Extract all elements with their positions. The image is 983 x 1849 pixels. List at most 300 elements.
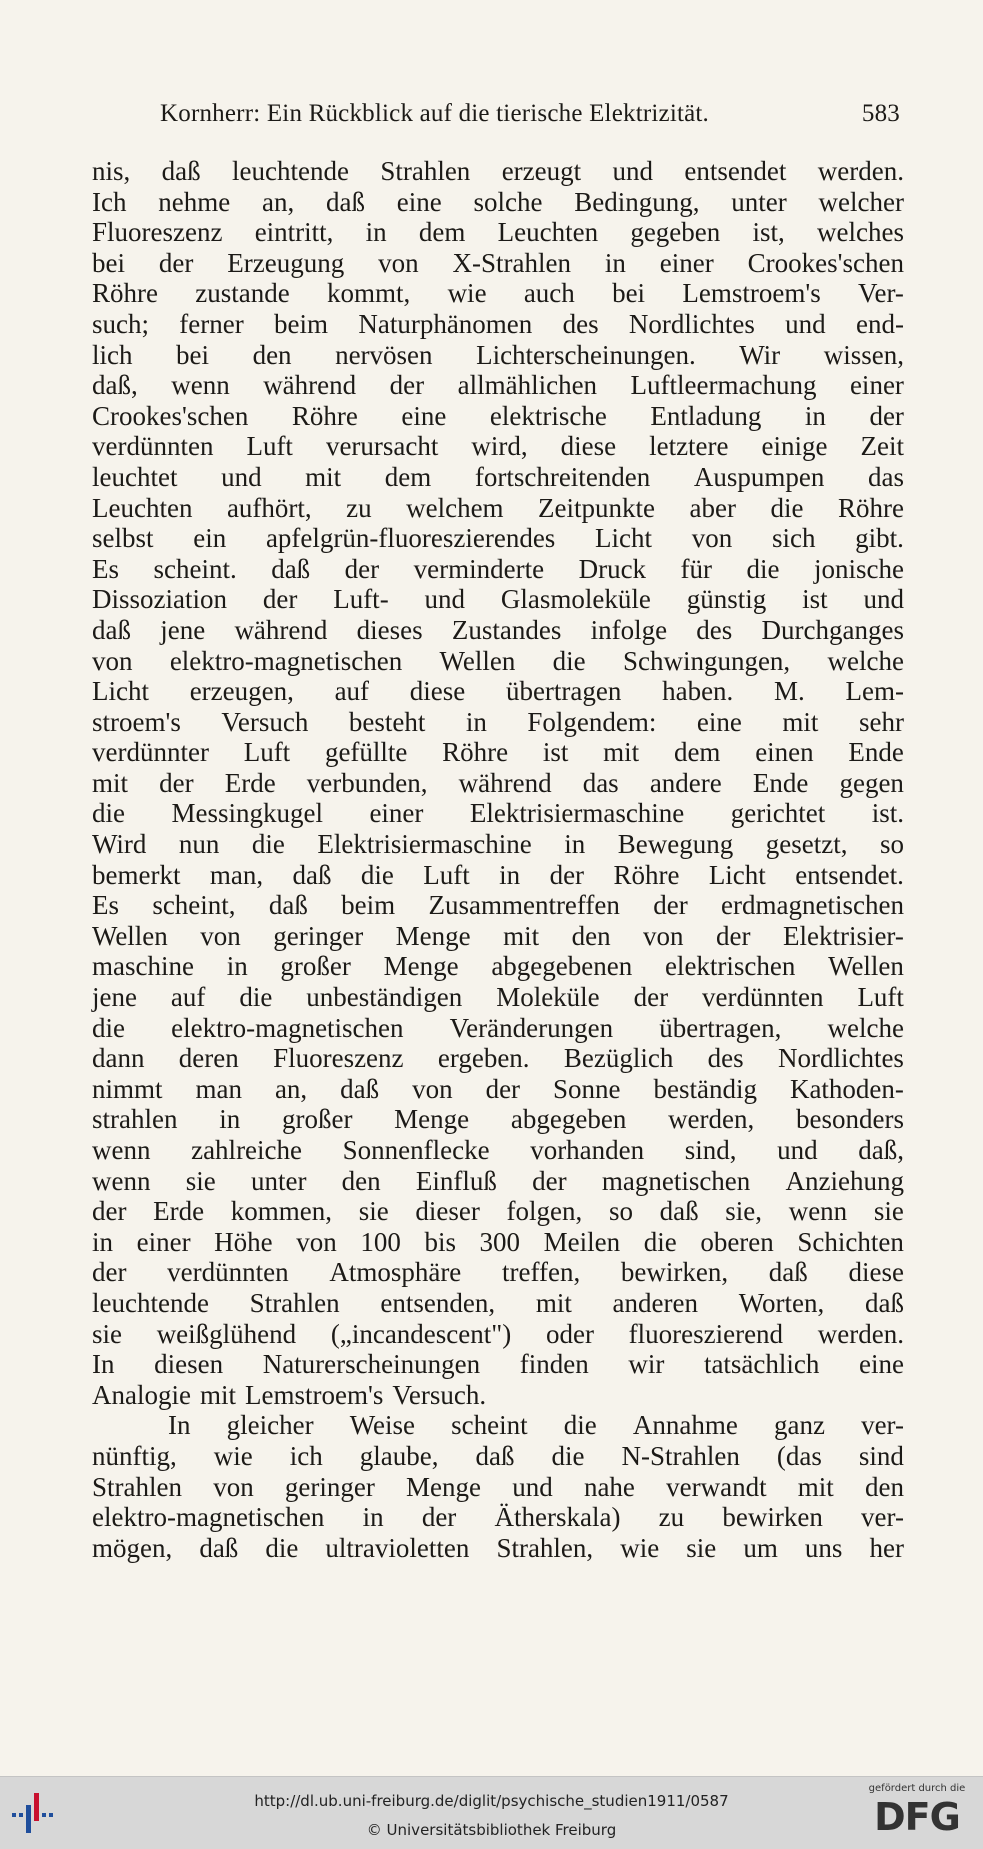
word: entsendet. — [795, 859, 904, 890]
word: Bezüglich — [563, 1043, 674, 1074]
word: Nordlichtes — [628, 308, 755, 339]
word: so — [608, 1196, 633, 1227]
word: Strahlen — [249, 1287, 340, 1318]
word: mit — [305, 461, 342, 492]
word: verdünnter — [92, 737, 209, 768]
word: glaube, — [359, 1440, 439, 1471]
word: die — [643, 1226, 677, 1257]
word: Es — [92, 890, 119, 921]
word: verbunden, — [306, 767, 428, 798]
word: Luft — [246, 431, 293, 462]
word: wie — [447, 278, 487, 309]
word: zustande — [195, 278, 290, 309]
word: bei — [176, 339, 210, 370]
word: stroem's — [92, 706, 181, 737]
word: welche — [827, 645, 904, 676]
word: nünftig, — [92, 1440, 177, 1471]
word: einen — [755, 737, 814, 768]
word: abgegeben — [510, 1104, 627, 1135]
word: gegeben — [630, 217, 721, 248]
word: Annahme — [632, 1410, 738, 1441]
word: Röhre — [442, 737, 509, 768]
text-line — [92, 982, 904, 1013]
word: gefüllte — [324, 737, 408, 768]
word: übertragen, — [659, 1012, 782, 1043]
word: auf — [170, 982, 206, 1013]
word: Fluoreszenz — [92, 217, 223, 248]
word: den — [865, 1471, 904, 1502]
text-line — [92, 431, 904, 462]
word: die — [746, 553, 780, 584]
word: daß — [92, 614, 131, 645]
word: Licht — [92, 676, 149, 707]
word: Glasmoleküle — [500, 584, 651, 615]
word: ist — [542, 737, 569, 768]
word: welcher — [818, 186, 904, 217]
word: Bedingung, — [574, 186, 700, 217]
word: dann — [92, 1043, 145, 1074]
word: jonische — [814, 553, 904, 584]
word: Luft- — [333, 584, 389, 615]
word: Druck — [578, 553, 647, 584]
word: ich — [289, 1440, 323, 1471]
word: Auspumpen — [693, 461, 825, 492]
word: treffen, — [501, 1257, 581, 1288]
word: finden — [519, 1349, 589, 1380]
copyright-notice: © Universitätsbibliothek Freiburg — [366, 1821, 617, 1839]
word: in — [362, 1502, 384, 1533]
word: daß — [768, 1257, 808, 1288]
word: leuchtet — [92, 461, 178, 492]
word: Zusammentreffen — [428, 890, 620, 921]
word: übertragen — [505, 676, 622, 707]
word: Wellen — [439, 645, 516, 676]
text-line — [92, 1380, 904, 1411]
word: ultravioletten — [325, 1532, 470, 1563]
text-line — [92, 1349, 904, 1380]
text-line — [92, 493, 904, 524]
text-line — [92, 890, 904, 921]
word: Crookes'schen — [747, 247, 904, 278]
word: Worten, — [738, 1287, 825, 1318]
word: großer — [281, 1104, 353, 1135]
text-line — [92, 1257, 904, 1288]
word: Anziehung — [785, 1165, 904, 1196]
word: mit — [503, 920, 540, 951]
word: der — [532, 1165, 567, 1196]
word: In — [168, 1410, 191, 1441]
word: dieser — [415, 1196, 480, 1227]
word: fortschreitenden — [474, 461, 651, 492]
word: wird, — [471, 431, 528, 462]
word: des — [696, 614, 733, 645]
word: daß, — [92, 370, 138, 401]
word: verdünnten — [92, 431, 214, 462]
text-line — [92, 278, 904, 309]
text-line — [92, 1410, 904, 1441]
word: einer — [659, 247, 714, 278]
word: für — [680, 553, 713, 584]
word: und — [785, 308, 826, 339]
word: geringer — [273, 920, 364, 951]
word: elektrischen — [664, 951, 796, 982]
word: in — [804, 400, 826, 431]
word: Wellen — [828, 951, 904, 982]
word: besteht — [348, 706, 426, 737]
word: scheint, — [152, 890, 236, 921]
viewer-footer — [0, 1776, 983, 1849]
word: Naturphänomen — [358, 308, 533, 339]
text-line — [92, 1502, 904, 1533]
word: die — [92, 1012, 125, 1043]
word: welches — [817, 217, 904, 248]
word: wenn — [92, 1165, 151, 1196]
word: Kathoden- — [789, 1073, 904, 1104]
word: der — [344, 553, 380, 584]
word: sich — [771, 523, 816, 554]
word: der — [92, 1196, 127, 1227]
word: M. — [774, 676, 805, 707]
word: vorhanden — [530, 1135, 645, 1165]
word: lich — [92, 339, 133, 370]
word: welchem — [406, 492, 504, 523]
word: uns — [804, 1532, 843, 1563]
word: man — [195, 1073, 242, 1104]
word: der — [549, 859, 585, 890]
text-line — [92, 584, 904, 615]
word: oberen — [700, 1226, 774, 1257]
word: allmählichen — [457, 370, 598, 401]
word: eine — [396, 186, 442, 217]
word: gibt. — [855, 523, 904, 554]
word: in — [465, 706, 487, 737]
word: Schwingungen, — [622, 645, 791, 676]
word: sie, — [725, 1196, 763, 1227]
word: werden. — [817, 1318, 904, 1349]
word: ist, — [752, 217, 785, 248]
word: bis — [424, 1226, 456, 1257]
page-url[interactable]: http://dl.ub.uni-freiburg.de/diglit/psychische_studien1911/0587 — [254, 1792, 729, 1810]
text-line — [92, 187, 904, 218]
word: Menge — [406, 1471, 482, 1502]
word: Durchganges — [761, 614, 904, 645]
word: nis, — [92, 156, 131, 186]
word: so — [879, 829, 904, 860]
word: aber — [689, 492, 736, 523]
text-line — [92, 523, 904, 554]
word: den — [571, 920, 611, 951]
word: der — [158, 247, 194, 278]
word: mit — [92, 767, 129, 798]
word: kommen, — [230, 1196, 333, 1227]
word: Weise — [349, 1410, 416, 1441]
word: Menge — [394, 1104, 470, 1135]
word: und — [221, 461, 262, 492]
word: selbst — [92, 523, 154, 554]
word: wenn — [92, 1135, 151, 1165]
word: mit — [797, 1471, 834, 1502]
word: Ende — [752, 767, 809, 798]
word: magnetischen — [601, 1165, 751, 1196]
word: unbeständigen — [306, 982, 463, 1013]
word: nehme — [158, 186, 231, 217]
page-number: 583 — [861, 100, 900, 127]
word: sie — [873, 1196, 904, 1227]
word: X-Strahlen — [452, 247, 571, 278]
word: von — [691, 523, 733, 554]
word: eine — [859, 1349, 904, 1380]
word: Fluoreszenz — [273, 1043, 404, 1074]
word: die — [239, 982, 273, 1013]
word: Lem- — [845, 676, 904, 707]
text-line — [92, 1043, 904, 1074]
word: nahe — [583, 1471, 635, 1502]
word: die — [265, 1532, 299, 1563]
word: einige — [761, 431, 828, 462]
word: sie — [358, 1196, 389, 1227]
word: ein — [193, 523, 227, 554]
word: großer — [280, 951, 351, 982]
word: deren — [178, 1043, 239, 1074]
word: maschine — [92, 951, 194, 982]
word: die — [92, 798, 125, 829]
word: Erde — [153, 1196, 205, 1227]
word: Moleküle — [496, 982, 600, 1013]
word: Strahlen — [380, 156, 471, 186]
word: ergeben. — [437, 1043, 530, 1074]
text-line — [92, 370, 904, 401]
word: bemerkt — [92, 859, 181, 890]
word: ver- — [861, 1410, 904, 1441]
word: oder — [545, 1318, 594, 1349]
word: während — [458, 767, 552, 798]
text-line — [92, 401, 904, 432]
word: folgen, — [506, 1196, 583, 1227]
text-line — [92, 646, 904, 677]
text-line — [92, 1227, 904, 1258]
word: Zeitpunkte — [538, 492, 656, 523]
word: bei — [92, 247, 125, 278]
word: das — [867, 461, 904, 492]
word: wie — [620, 1532, 660, 1563]
dfg-caption: gefördert durch die — [868, 1783, 966, 1794]
word: und — [777, 1135, 818, 1165]
word: erdmagnetischen — [721, 890, 904, 921]
word: Leuchten — [497, 217, 599, 248]
word: Wir — [739, 339, 781, 370]
word: während — [234, 614, 328, 645]
word: von — [412, 1073, 453, 1104]
word: daß — [340, 1073, 380, 1104]
word: unter — [731, 186, 787, 217]
word: des — [707, 1043, 744, 1074]
text-line — [92, 798, 904, 829]
word: Licht — [595, 523, 653, 554]
word: nun — [178, 829, 220, 860]
word: der — [92, 1257, 127, 1288]
word: letztere — [649, 431, 729, 462]
word: Ätherskala) — [494, 1502, 621, 1533]
word: Naturerscheinungen — [262, 1349, 481, 1380]
word: das — [582, 767, 619, 798]
word: in — [365, 217, 387, 248]
word: sind, — [684, 1135, 737, 1165]
word: weißglühend — [156, 1318, 297, 1349]
word: in — [226, 951, 248, 982]
word: wenn — [171, 370, 230, 401]
word: scheint — [451, 1410, 528, 1441]
text-line — [92, 462, 904, 493]
word: Zustandes — [451, 614, 562, 645]
word: wie — [213, 1440, 253, 1471]
word: anderen — [612, 1287, 698, 1318]
word: Messingkugel — [171, 798, 323, 829]
word: fluoreszierend — [628, 1318, 784, 1349]
text-line — [92, 676, 904, 707]
word: der — [421, 1502, 457, 1533]
word: elektro-magnetischen — [92, 1502, 325, 1533]
word: Lemstroem's — [245, 1379, 384, 1410]
word: verdünnten — [167, 1257, 289, 1288]
text-line — [92, 1013, 904, 1044]
word: Versuch — [221, 706, 309, 737]
word: daß — [326, 186, 365, 217]
word: Wellen — [92, 920, 168, 951]
word: Dissoziation — [92, 584, 227, 615]
word: solche — [473, 186, 543, 217]
word: Elektrisiermaschine — [469, 798, 685, 829]
word: leuchtende — [232, 156, 349, 186]
word: Analogie — [92, 1379, 191, 1410]
text-line — [92, 309, 904, 340]
word: der — [716, 920, 751, 951]
text-line — [92, 217, 904, 248]
word: entsenden, — [380, 1287, 496, 1318]
word: in — [219, 1104, 241, 1135]
word: Ende — [848, 737, 904, 768]
word: um — [743, 1532, 778, 1563]
word: diese — [409, 676, 466, 707]
word: der — [389, 370, 425, 401]
text-line — [92, 1472, 904, 1503]
word: Luft — [423, 859, 470, 890]
word: mit — [782, 706, 819, 737]
word: die — [552, 645, 586, 676]
text-line — [92, 951, 904, 982]
word: wissen, — [823, 339, 904, 370]
word: auch — [523, 278, 575, 309]
word: daß — [475, 1440, 515, 1471]
word: gegen — [839, 767, 904, 798]
text-line — [92, 615, 904, 646]
word: verwandt — [666, 1471, 767, 1502]
word: haben. — [662, 676, 734, 707]
word: Sonnenflecke — [342, 1135, 490, 1165]
word: Erzeugung — [227, 247, 345, 278]
word: Luftleermachung — [630, 370, 817, 401]
word: eine — [401, 400, 447, 431]
word: die — [551, 1440, 585, 1471]
dfg-logo-icon: DFG — [874, 1795, 960, 1839]
word: (das — [776, 1440, 822, 1471]
word: Röhre — [92, 278, 158, 309]
word: In — [92, 1349, 115, 1380]
word: mit — [535, 1287, 572, 1318]
word: von — [378, 247, 419, 278]
word: Bewegung — [617, 829, 734, 860]
word: Ich — [92, 186, 127, 217]
running-title: Kornherr: Ein Rückblick auf die tierische Elektrizität. — [160, 100, 710, 127]
text-line — [92, 156, 904, 187]
word: einer — [136, 1226, 191, 1257]
word: elektrische — [489, 400, 607, 431]
word: entsendet — [684, 156, 787, 186]
word: mit — [199, 1379, 236, 1410]
word: gleicher — [226, 1410, 314, 1441]
word: dem — [384, 461, 432, 492]
word: Höhe — [214, 1226, 273, 1257]
dfg-funding-badge — [861, 1783, 973, 1839]
word: Licht — [708, 859, 766, 890]
text-line — [92, 1074, 904, 1105]
word: daß — [271, 553, 311, 584]
text-line — [92, 1104, 904, 1135]
word: eintritt, — [254, 217, 334, 248]
word: die — [563, 1410, 597, 1441]
word: Nordlichtes — [777, 1043, 904, 1074]
word: Röhre — [291, 400, 358, 431]
word: Erde — [224, 767, 276, 798]
word: ganz — [773, 1410, 825, 1441]
word: 300 — [479, 1226, 521, 1257]
word: Leuchten — [92, 492, 193, 523]
word: verdünnten — [702, 982, 824, 1013]
word: ver- — [861, 1502, 904, 1533]
word: Crookes'schen — [92, 400, 249, 431]
word: Ver- — [857, 278, 904, 309]
word: Zeit — [860, 431, 904, 462]
text-line — [92, 340, 904, 371]
word: den — [252, 339, 292, 370]
word: mit — [603, 737, 640, 768]
word: in — [564, 829, 586, 860]
word: der — [485, 1073, 521, 1104]
word: sie — [92, 1318, 122, 1349]
word: abgegebenen — [491, 951, 633, 982]
word: die — [251, 829, 285, 860]
word: jene — [160, 614, 206, 645]
word: von — [200, 920, 241, 951]
word: N-Strahlen — [621, 1440, 740, 1471]
text-line — [92, 554, 904, 585]
word: auf — [334, 676, 370, 707]
word: apfelgrün-fluoreszierendes — [265, 523, 556, 554]
word: dem — [673, 737, 721, 768]
word: daß — [161, 156, 201, 186]
word: und — [512, 1471, 553, 1502]
word: gesetzt, — [765, 829, 848, 860]
word: in — [499, 859, 521, 890]
word: nimmt — [92, 1073, 163, 1104]
word: daß — [865, 1287, 904, 1318]
text-line — [92, 1135, 904, 1166]
word: Schichten — [797, 1226, 904, 1257]
word: tatsächlich — [703, 1349, 820, 1380]
word: her — [869, 1532, 904, 1563]
word: den — [341, 1165, 381, 1196]
word: end- — [855, 308, 904, 339]
text-line — [92, 829, 904, 860]
